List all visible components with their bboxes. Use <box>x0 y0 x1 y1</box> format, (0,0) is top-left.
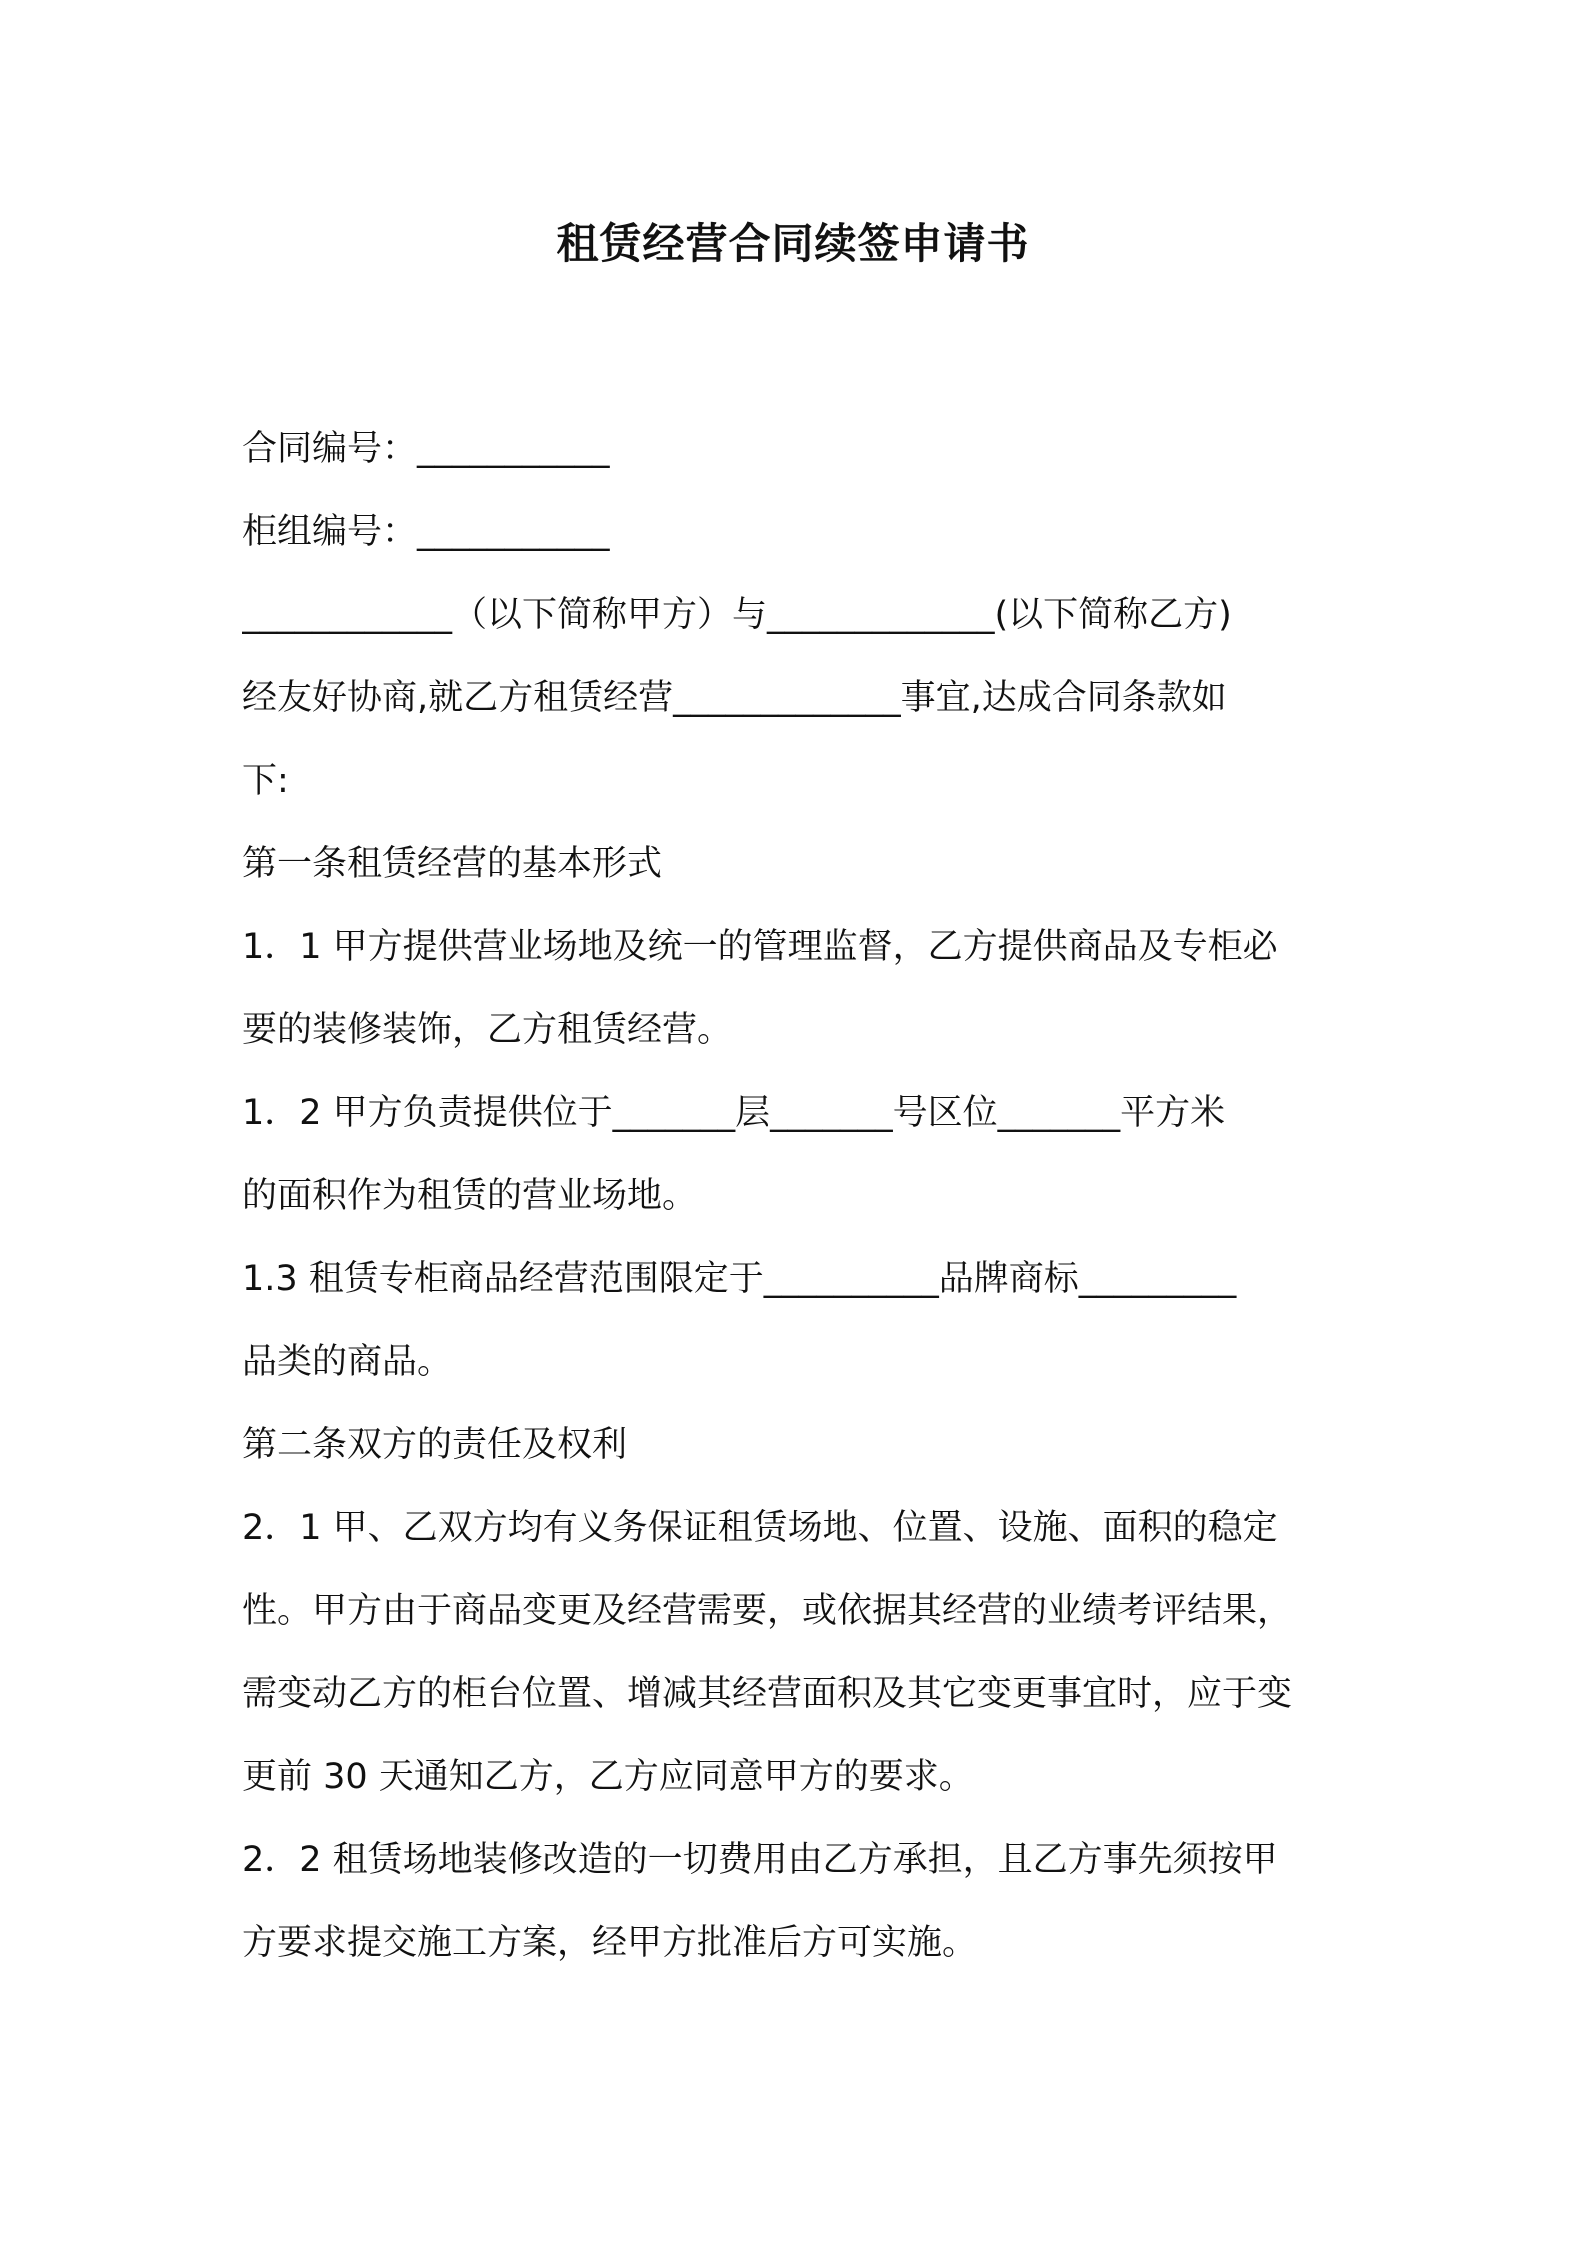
clause-1-1-line-1: 1．1 甲方提供营业场地及统一的管理监督，乙方提供商品及专柜必 <box>242 927 1278 967</box>
clause-1-1-line-2: 要的装修装饰，乙方租赁经营。 <box>242 1010 733 1050</box>
clause-2-2-line-2: 方要求提交施工方案，经甲方批准后方可实施。 <box>242 1923 978 1963</box>
agreement-line: 经友好协商,就乙方租赁经营_____________事宜,达成合同条款如 <box>242 678 1227 718</box>
clause-1-3-line-1: 1.3 租赁专柜商品经营范围限定于__________品牌商标_________ <box>242 1259 1237 1299</box>
counter-group-number-line: 柜组编号：___________ <box>242 512 610 552</box>
clause-1-2-line-1: 1．2 甲方负责提供位于_______层_______号区位_______平方米 <box>242 1093 1226 1133</box>
clause-2-1-line-3: 需变动乙方的柜台位置、增减其经营面积及其它变更事宜时，应于变 <box>242 1674 1293 1714</box>
clause-1-3-line-2: 品类的商品。 <box>242 1342 453 1382</box>
clause-1-2-line-2: 的面积作为租赁的营业场地。 <box>242 1176 698 1216</box>
clause-2-1-line-1: 2．1 甲、乙双方均有义务保证租赁场地、位置、设施、面积的稳定 <box>242 1508 1278 1548</box>
document-body <box>242 408 1352 1985</box>
agreement-line-end: 下: <box>242 761 289 801</box>
article-one-heading: 第一条租赁经营的基本形式 <box>242 844 663 884</box>
clause-2-1-line-4: 更前 30 天通知乙方，乙方应同意甲方的要求。 <box>242 1757 974 1797</box>
document-title: 租赁经营合同续签申请书 <box>556 219 1030 268</box>
article-two-heading: 第二条双方的责任及权利 <box>242 1425 628 1465</box>
parties-line: ____________（以下简称甲方）与_____________(以下简称乙方) <box>242 595 1232 635</box>
clause-2-1-line-2: 性。甲方由于商品变更及经营需要，或依据其经营的业绩考评结果， <box>242 1591 1293 1631</box>
contract-number-line: 合同编号：___________ <box>242 429 610 469</box>
clause-2-2-line-1: 2．2 租赁场地装修改造的一切费用由乙方承担，且乙方事先须按甲 <box>242 1840 1278 1880</box>
